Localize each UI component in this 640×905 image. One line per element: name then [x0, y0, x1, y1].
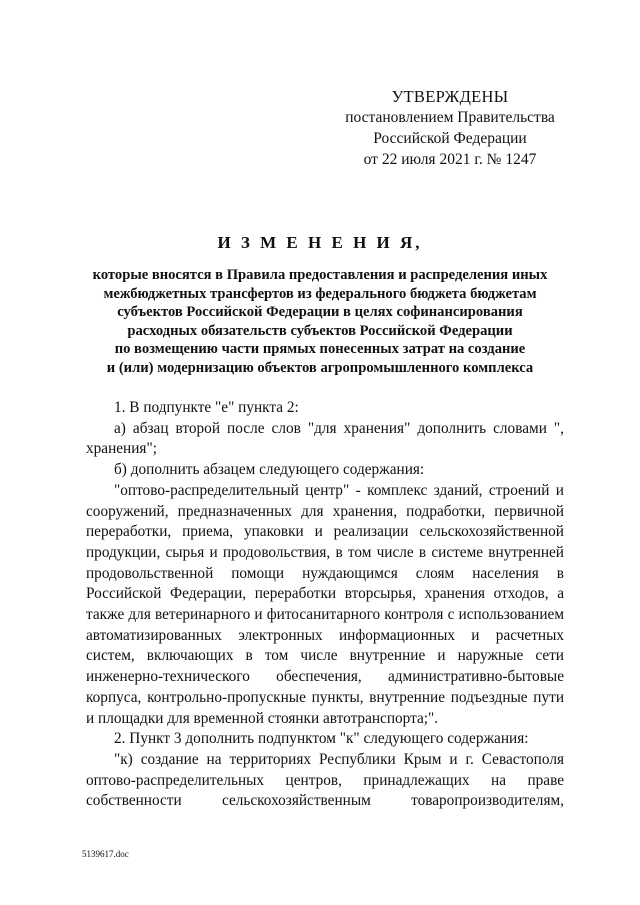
document-file-id: 5139617.doc: [82, 849, 129, 859]
document-body: [86, 398, 564, 812]
subtitle-line: субъектов Российской Федерации в целях софинансирования: [117, 304, 523, 320]
subtitle-line: по возмещению части прямых понесенных затрат на создание: [114, 341, 526, 357]
subtitle-line: и (или) модернизацию объектов агропромышленного комплекса: [106, 359, 534, 376]
approved-authority-line: Российской Федерации: [373, 130, 527, 147]
approval-stamp: [330, 84, 570, 170]
approved-title: УТВЕРЖДЕНЫ: [391, 87, 509, 106]
paragraph-subitem-a: а) абзац второй после слов "для хранения" дополнить словами ", хранения";: [86, 419, 564, 458]
paragraph-subitem-k: "к) создание на территориях Республики Крым и г. Севастополя оптово-распределительных центров, принадлежащих на праве собственности сельскохозяйственным товаропроизводителям,: [86, 750, 564, 810]
paragraph-definition: "оптово-распределительный центр" - комплекс зданий, строений и сооружений, предназначенных для хранения, подработки, первичной переработки, приема, упаковки и реализации сельскохозяйственной продукции, сырья и продовольствия, в том числе в системе внутренней продовольственной помощи нуждающимся слоям населения в Российской Федерации, переработки вторсырья, хранения отходов, а также для ветеринарного и фитосанитарного контроля с использованием автоматизированных электронных информационных и расчетных систем, включающих в том числе внутренние и наружные сети инженерно-технического обеспечения, административно-бытовые корпуса, контрольно-пропускные пункты, внутренние подъездные пути и площадки для временной стоянки автотранспорта;".: [86, 481, 564, 727]
subtitle-line: межбюджетных трансфертов из федерального бюджета бюджетам: [103, 285, 537, 302]
paragraph-subitem-b: б) дополнить абзацем следующего содержания:: [114, 461, 425, 479]
document-heading: И З М Е Н Е Н И Я,: [217, 233, 423, 252]
subtitle-line: расходных обязательств субъектов Российской Федерации: [127, 322, 513, 339]
subtitle-line: которые вносятся в Правила предоставления и распределения иных: [92, 267, 548, 283]
document-title-block: [60, 232, 580, 377]
approved-by-line: постановлением Правительства: [345, 109, 555, 126]
paragraph-item-2: 2. Пункт 3 дополнить подпунктом "к" следующего содержания:: [114, 730, 529, 748]
approved-date-line: от 22 июля 2021 г. № 1247: [363, 151, 537, 168]
paragraph-item-1: 1. В подпункте "е" пункта 2:: [114, 399, 299, 416]
